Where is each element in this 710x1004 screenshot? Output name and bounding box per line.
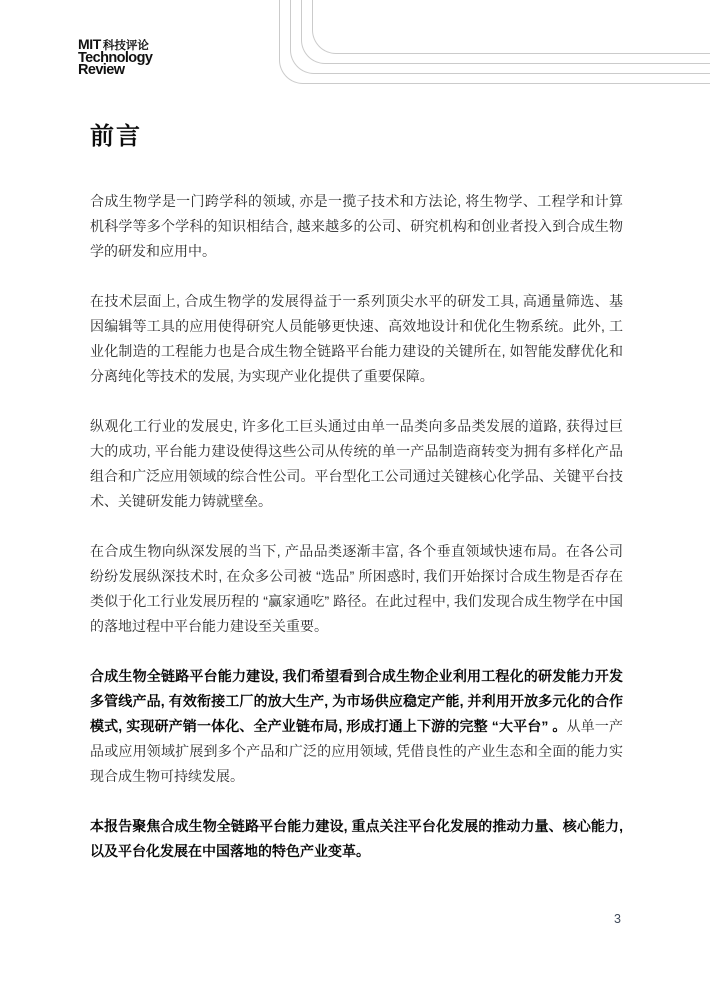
logo-mit-text: MIT (78, 36, 101, 52)
paragraph-intro: 合成生物学是一门跨学科的领域, 亦是一揽子技术和方法论, 将生物学、工程学和计算机科学等多个学科的知识相结合, 越来越多的公司、研究机构和创业者投入到合成生物学的研发和应用中。 (90, 193, 623, 259)
logo-chinese-text: 科技评论 (102, 40, 149, 52)
mit-tech-review-logo (78, 38, 152, 76)
paragraph-chemical-industry: 纵观化工行业的发展史, 许多化工巨头通过由单一品类向多品类发展的道路, 获得过巨大的成功, 平台能力建设使得这些公司从传统的单一产品制造商转变为拥有多样化产品组合和广泛应用领域的综合性公司。平台型化工公司通过关键核心化学品、关键平台技术、关键研发能力铸就壁垒。 (90, 418, 623, 509)
paragraph-report-focus: 本报告聚焦合成生物全链路平台能力建设, 重点关注平台化发展的推动力量、核心能力, 以及平台化发展在中国落地的特色产业变革。 (90, 818, 623, 859)
logo-line-review: Review (78, 62, 125, 78)
paragraph-technology: 在技术层面上, 合成生物学的发展得益于一系列顶尖水平的研发工具, 高通量筛选、基因编辑等工具的应用使得研究人员能够更快速、高效地设计和优化生物系统。此外, 工业化制造的工程能力也是合成生物全链路平台能力建设的关键所在, 如智能发酵优化和分离纯化等技术的发展, 为实现产业化提供了重要保障。 (90, 293, 623, 384)
paragraph-bold-segment: 合成生物全链路平台能力建设, 我们希望看到合成生物企业利用工程化的研发能力开发多管线产品, 有效衔接工厂的放大生产, 为市场供应稳定产能, 并利用开放多元化的合作模式, 实现研产销一体化、全产业链布局, 形成打通上下游的完整 “大平台” 。 (90, 668, 623, 734)
corner-line-decoration (312, 0, 710, 54)
page-title: 前言 (90, 123, 142, 150)
page-content (90, 116, 623, 889)
paragraph-full-chain-platform (90, 664, 623, 789)
paragraph-regular-segment: 从单一产品或应用领域扩展到多个产品和广泛的应用领域, 凭借良性的产业生态和全面的能力实现合成生物可持续发展。 (90, 718, 623, 784)
paragraph-platform-importance: 在合成生物向纵深发展的当下, 产品品类逐渐丰富, 各个垂直领域快速布局。在各公司纷纷发展纵深技术时, 在众多公司被 “选品” 所困惑时, 我们开始探讨合成生物是否存在类似于化工行业发展历程的 “赢家通吃” 路径。在此过程中, 我们发现合成生物学在中国的落地过程中平台能力建设至关重要。 (90, 543, 623, 634)
page-number: 3 (614, 912, 621, 926)
logo-line-technology: Technology (78, 50, 153, 66)
